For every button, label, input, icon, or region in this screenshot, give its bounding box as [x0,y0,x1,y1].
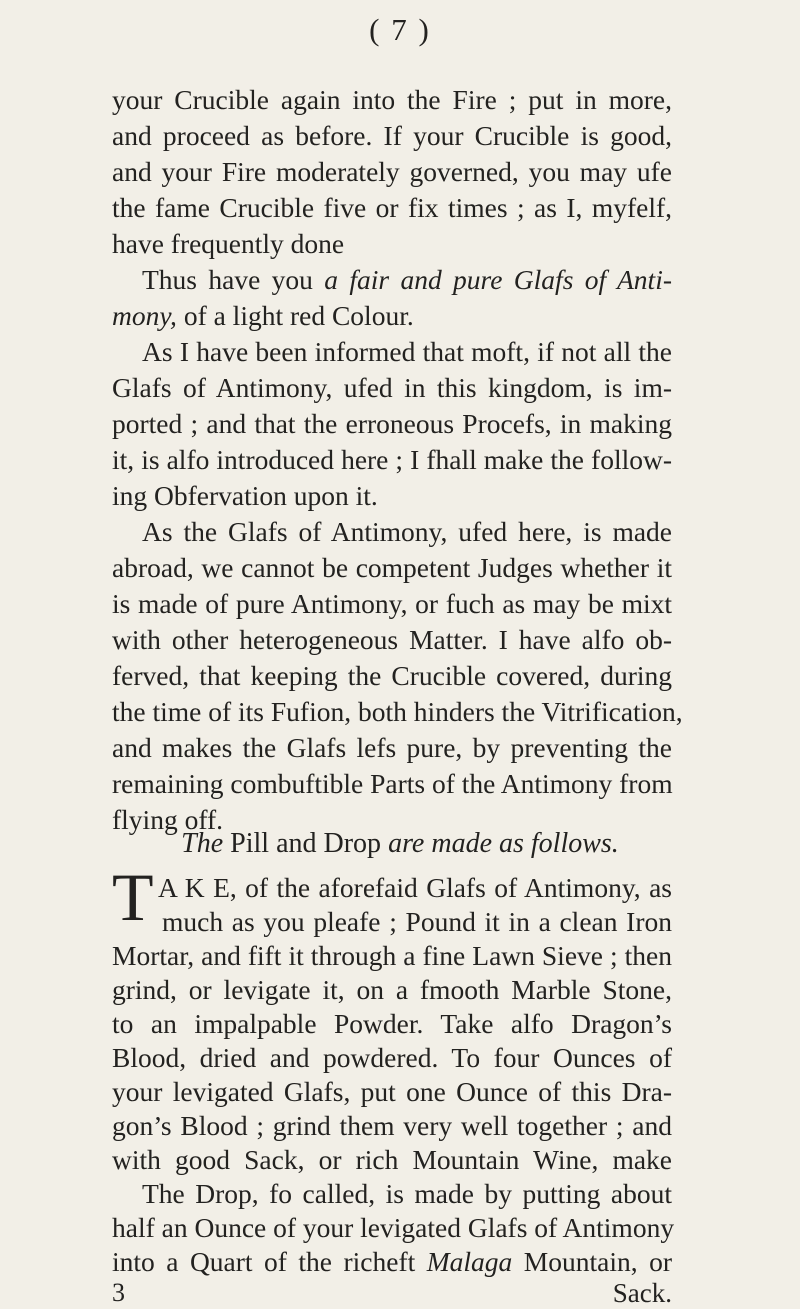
heading-roman: Pill and Drop [223,828,389,859]
text-line: the fame Crucible five or fix times ; as I, myfelf, [112,192,672,223]
page-number: ( 7 ) [369,12,431,47]
text-line: A K E, of the aforefaid Glafs of Antimony, as [158,872,672,903]
text-line: your Crucible again into the Fire ; put in more, [112,84,672,115]
text-line: Blood, dried and powdered. To four Ounces of [112,1042,672,1073]
text-line: abroad, we cannot be competent Judges whether it [112,552,672,583]
text-line: remaining combuftible Parts of the Antimony from [112,768,673,799]
italic-run: Malaga [426,1246,513,1277]
text-line: flying off. [112,804,224,835]
text-line [112,298,672,334]
text-line: with other heterogeneous Matter. I have alfo ob- [112,624,672,655]
text-run: Thus have you [142,264,325,295]
text-line: to an impalpable Powder. Take alfo Dragon’s [112,1008,672,1039]
heading-italic: The [181,828,224,859]
text-line: As the Glafs of Antimony, ufed here, is made [142,516,672,547]
text-line: gon’s Blood ; grind them very well together ; and [112,1110,672,1141]
text-line: and your Fire moderately governed, you may ufe [112,156,672,187]
text-run: of a light red Colour. [176,300,414,331]
text-line: half an Ounce of your levigated Glafs of Antimony [112,1212,675,1243]
drop-cap: T [112,859,154,935]
text-line: As I have been informed that moft, if not all the [142,336,672,367]
signature-mark: 3 [112,1278,125,1307]
text-line: the time of its Fufion, both hinders the Vitrification, [112,696,683,727]
catchword: Sack. [612,1278,672,1308]
text-line: Mortar, and fift it through a fine Lawn Sieve ; then [112,940,672,971]
italic-run: a fair and pure Glafs of Anti- [324,264,672,295]
text-line: grind, or levigate it, on a fmooth Marble Stone, [112,974,672,1005]
text-line: ferved, that keeping the Crucible covered, during [112,660,672,691]
text-line: have frequently done [112,228,345,259]
text-line: ported ; and that the erroneous Procefs, in making [112,408,672,439]
text-line: your levigated Glafs, put one Ounce of this Dra- [112,1076,672,1107]
text-line: and proceed as before. If your Crucible is good, [112,120,672,151]
heading-italic: are made as follows. [388,828,619,859]
text-line: with good Sack, or rich Mountain Wine, make [112,1144,672,1175]
text-line: is made of pure Antimony, or fuch as may be mixt [112,588,672,619]
text-line [142,262,672,298]
text-line: it, is alfo introduced here ; I fhall make the follow- [112,444,672,475]
text-line: and makes the Glafs lefs pure, by preventing the [112,732,672,763]
italic-run: mony, [112,300,177,331]
text-run: Mountain, or [512,1246,672,1277]
section-heading [0,828,800,860]
text-line: ing Obfervation upon it. [112,480,378,511]
text-line [112,1244,672,1280]
text-line: much as you pleafe ; Pound it in a clean Iron [162,906,672,937]
text-run: into a Quart of the richeft [112,1246,427,1277]
text-line: Glafs of Antimony, ufed in this kingdom, is im- [112,372,672,403]
text-line: The Drop, fo called, is made by putting about [142,1178,672,1209]
